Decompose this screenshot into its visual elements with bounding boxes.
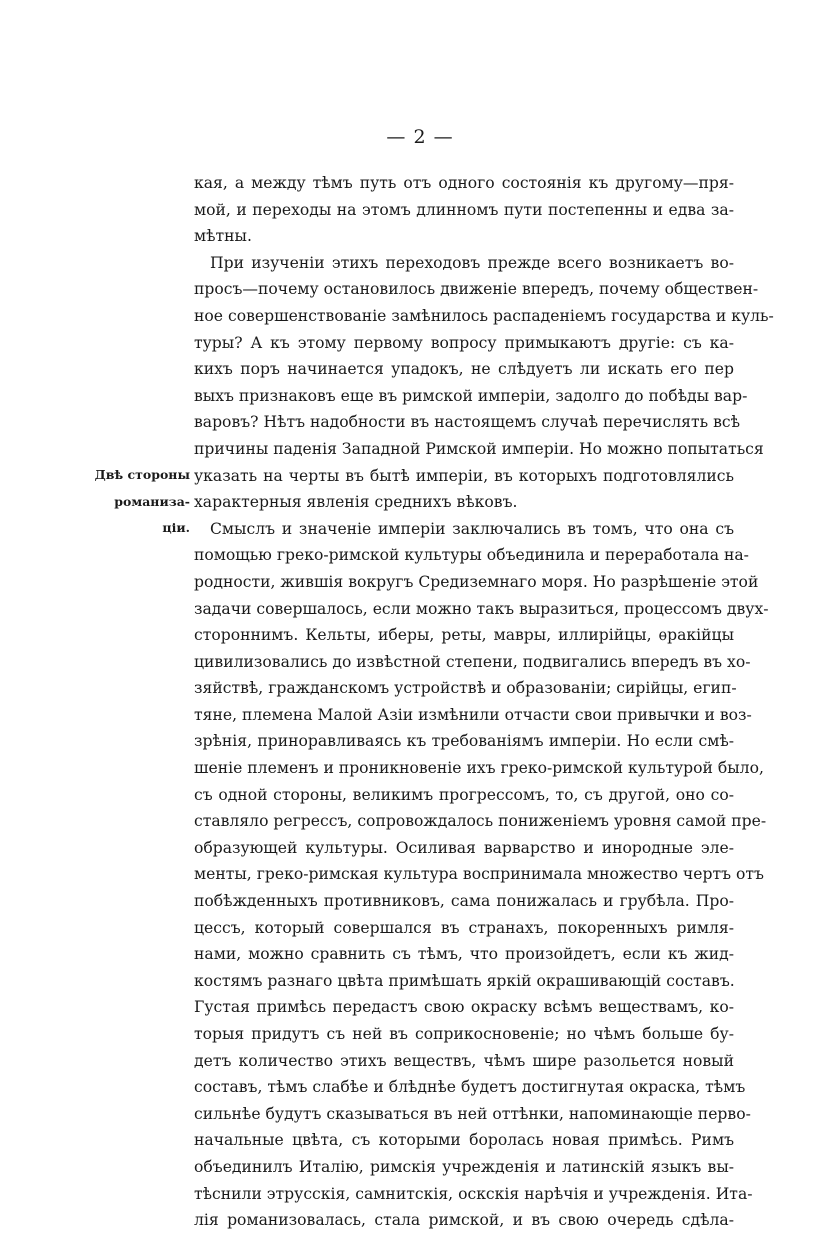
text-line: костямъ разнаго цвѣта примѣшать яркій окрашивающій составъ. <box>194 971 735 990</box>
margin-note <box>92 462 190 542</box>
text-line: сильнѣе будутъ сказываться въ ней оттѣнки, напоминающіе перво- <box>194 1104 751 1123</box>
text-line: Смыслъ и значеніе имперіи заключались въ томъ, что она съ <box>210 519 734 538</box>
text-line: тяне, племена Малой Азіи измѣнили отчасти свои привычки и воз- <box>194 705 752 724</box>
text-line: побѣжденныхъ противниковъ, сама понижалась и грубѣла. Про- <box>194 892 734 911</box>
text-line: просъ—почему остановилось движеніе впередъ, почему обществен- <box>194 280 759 299</box>
text-line: нами, можно сравнить съ тѣмъ, что произойдетъ, если къ жид- <box>194 945 734 964</box>
text-line: варовъ? Нѣтъ надобности въ настоящемъ случаѣ перечислять всѣ <box>194 413 740 432</box>
text-line: шеніе племенъ и проникновеніе ихъ греко-римской культурой было, <box>194 759 764 778</box>
page-number: — 2 — <box>386 126 454 148</box>
text-line: составъ, тѣмъ слабѣе и блѣднѣе будетъ достигнутая окраска, тѣмъ <box>194 1078 746 1097</box>
text-line: стороннимъ. Кельты, иберы, реты, мавры, иллирійцы, ѳракійцы <box>194 626 734 645</box>
text-line: зрѣнія, приноравливаясь къ требованіямъ имперіи. Но если смѣ- <box>194 732 734 751</box>
margin-note-line: романиза- <box>114 493 190 509</box>
text-line: съ одной стороны, великимъ прогрессомъ, то, съ другой, оно со- <box>194 785 734 804</box>
text-line: детъ количество этихъ веществъ, чѣмъ шире разольется новый <box>194 1051 734 1070</box>
text-line: тѣснили этрусскія, самнитскія, оскскія нарѣчія и учрежденія. Ита- <box>194 1184 753 1203</box>
text-line: выхъ признаковъ еще въ римской имперіи, задолго до побѣды вар- <box>194 386 748 405</box>
text-line: объединилъ Италію, римскія учрежденія и латинскій языкъ вы- <box>194 1157 734 1176</box>
text-line: Густая примѣсь передастъ свою окраску всѣмъ веществамъ, ко- <box>194 998 734 1017</box>
text-line: причины паденія Западной Римской имперіи. Но можно попытаться <box>194 439 764 458</box>
text-line: указать на черты въ бытѣ имперіи, въ которыхъ подготовлялись <box>194 466 734 485</box>
margin-note-line: Двѣ стороны <box>94 467 190 482</box>
text-line: зяйствѣ, гражданскомъ устройствѣ и образованіи; сирійцы, егип- <box>194 679 737 698</box>
text-line: задачи совершалось, если можно такъ выразиться, процессомъ двух- <box>194 599 769 618</box>
text-line: образующей культуры. Осиливая варварство и инородные эле- <box>194 838 734 857</box>
body-text <box>194 170 774 1234</box>
margin-note-line: ціи. <box>162 520 190 536</box>
text-line: мой, и переходы на этомъ длинномъ пути постепенны и едва за- <box>194 200 734 219</box>
text-line: менты, греко-римская культура воспринимала множество чертъ отъ <box>194 865 764 884</box>
text-line: ставляло регрессъ, сопровождалось пониженіемъ уровня самой пре- <box>194 812 767 831</box>
text-line: туры? А къ этому первому вопросу примыкаютъ другіе: съ ка- <box>194 333 734 352</box>
text-line: цивилизовались до извѣстной степени, подвигались впередъ въ хо- <box>194 652 751 671</box>
text-line: лія романизовалась, стала римской, и въ свою очередь сдѣла- <box>194 1211 734 1230</box>
text-line: родности, жившія вокругъ Средиземнаго моря. Но разрѣшеніе этой <box>194 572 759 591</box>
text-line: кихъ поръ начинается упадокъ, не слѣдуетъ ли искать его пер <box>194 360 734 379</box>
text-line: характерныя явленія среднихъ вѣковъ. <box>194 493 518 512</box>
text-line: кая, а между тѣмъ путь отъ одного состоянія къ другому—пря- <box>194 174 734 192</box>
text-line: мѣтны. <box>194 227 252 246</box>
text-line: При изученіи этихъ переходовъ прежде всего возникаетъ во- <box>210 253 734 272</box>
text-line: начальные цвѣта, съ которыми боролась новая примѣсь. Римъ <box>194 1131 734 1150</box>
text-line: цессъ, который совершался въ странахъ, покоренныхъ римля- <box>194 918 734 937</box>
text-line: помощью греко-римской культуры объединила и переработала на- <box>194 546 749 565</box>
text-line: ное совершенствованіе замѣнилось распаденіемъ государства и куль- <box>194 306 774 325</box>
text-line: торыя придутъ съ ней въ соприкосновеніе; но чѣмъ больше бу- <box>194 1025 734 1043</box>
